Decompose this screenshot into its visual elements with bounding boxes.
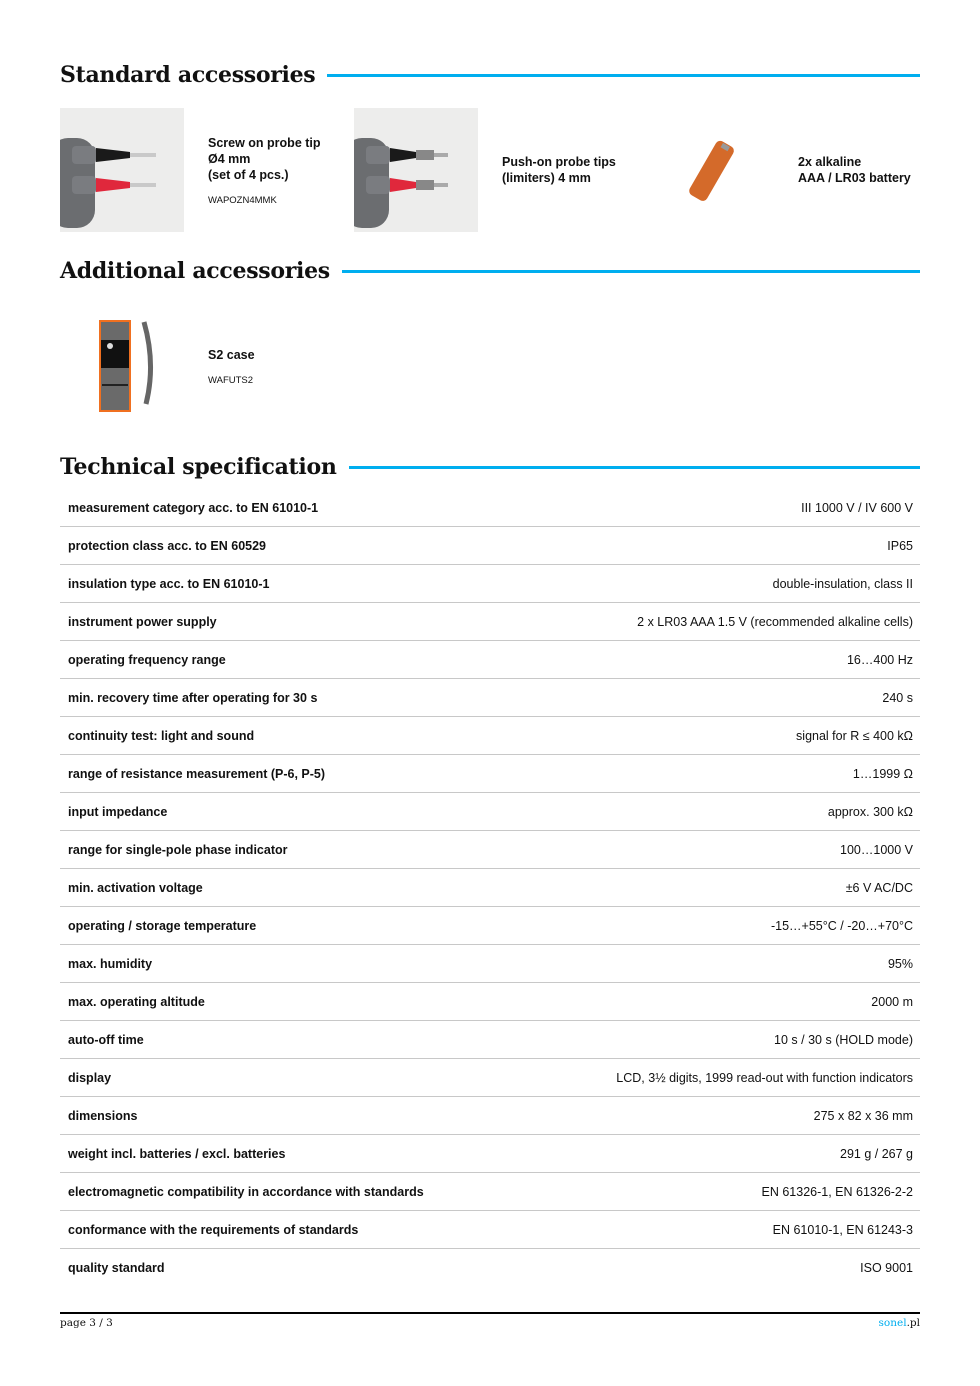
spec-value: EN 61326-1, EN 61326-2-2	[761, 1184, 913, 1199]
divider	[327, 74, 920, 77]
spec-value: 2 x LR03 AAA 1.5 V (recommended alkaline cells)	[637, 614, 913, 629]
spec-label: max. humidity	[68, 956, 153, 971]
spec-label: range for single-pole phase indicator	[68, 842, 288, 857]
page-number: page 3 / 3	[60, 1317, 113, 1329]
spec-row	[60, 717, 920, 755]
spec-row	[60, 527, 920, 565]
accessory-name: S2 case	[208, 347, 255, 362]
spec-label: range of resistance measurement (P-6, P-5)	[68, 766, 326, 781]
spec-label: protection class acc. to EN 60529	[68, 538, 267, 553]
page-footer	[60, 1312, 920, 1329]
spec-row	[60, 945, 920, 983]
standard-accessories-header	[60, 60, 920, 90]
brand-link[interactable]	[879, 1317, 920, 1329]
spec-value: 1…1999 Ω	[852, 766, 913, 781]
spec-value: III 1000 V / IV 600 V	[801, 500, 913, 515]
additional-accessories-header	[60, 256, 920, 286]
spec-value: IP65	[887, 538, 913, 553]
spec-label: dimensions	[68, 1108, 138, 1123]
spec-value: 95%	[887, 956, 913, 971]
accessory-code: WAFUTS2	[208, 374, 254, 386]
spec-label: max. operating altitude	[68, 994, 205, 1009]
spec-row	[60, 831, 920, 869]
accessory-name: 2x alkaline AAA / LR03 battery	[798, 155, 911, 185]
divider	[342, 270, 920, 273]
spec-label: quality standard	[68, 1260, 165, 1275]
spec-row	[60, 907, 920, 945]
spec-row	[60, 603, 920, 641]
spec-row	[60, 1173, 920, 1211]
spec-row	[60, 679, 920, 717]
spec-row	[60, 1135, 920, 1173]
spec-value: ISO 9001	[860, 1260, 913, 1275]
spec-row	[60, 565, 920, 603]
spec-row	[60, 1249, 920, 1286]
section-title: Additional accessories	[60, 258, 330, 284]
spec-value: 10 s / 30 s (HOLD mode)	[774, 1032, 913, 1047]
probe-tip-image	[60, 108, 184, 232]
case-image	[60, 304, 184, 428]
spec-label: weight incl. batteries / excl. batteries	[68, 1146, 286, 1161]
divider	[349, 466, 920, 469]
spec-value: 275 x 82 x 36 mm	[813, 1108, 913, 1123]
spec-label: min. recovery time after operating for 30 s	[68, 690, 318, 705]
spec-row	[60, 793, 920, 831]
spec-value: signal for R ≤ 400 kΩ	[796, 728, 913, 743]
accessory-name: Push-on probe tips (limiters) 4 mm	[502, 155, 616, 185]
brand-tld: .pl	[906, 1317, 920, 1329]
spec-label: continuity test: light and sound	[68, 728, 255, 743]
spec-label: measurement category acc. to EN 61010-1	[68, 500, 319, 515]
spec-label: min. activation voltage	[68, 880, 203, 895]
spec-value: EN 61010-1, EN 61243-3	[772, 1222, 913, 1237]
spec-row	[60, 489, 920, 527]
accessory-item	[650, 108, 911, 232]
spec-table	[60, 489, 920, 1286]
spec-value: 2000 m	[871, 994, 913, 1009]
spec-value: -15…+55°C / -20…+70°C	[770, 918, 913, 933]
spec-row	[60, 1021, 920, 1059]
spec-row	[60, 983, 920, 1021]
spec-value: 240 s	[882, 690, 913, 705]
spec-value: approx. 300 kΩ	[827, 804, 913, 819]
spec-row	[60, 869, 920, 907]
spec-label: input impedance	[68, 804, 168, 819]
section-title: Standard accessories	[60, 62, 316, 88]
spec-label: instrument power supply	[68, 614, 217, 629]
accessory-item	[60, 108, 321, 232]
section-title: Technical specification	[60, 454, 337, 480]
accessory-code: WAPOZN4MMK	[208, 194, 277, 206]
spec-value: 100…1000 V	[840, 842, 913, 857]
spec-label: operating frequency range	[68, 652, 226, 667]
probe-limiter-image	[354, 108, 478, 232]
spec-label: conformance with the requirements of standards	[68, 1222, 359, 1237]
spec-label: display	[68, 1070, 112, 1085]
spec-label: electromagnetic compatibility in accordance with standards	[68, 1184, 424, 1199]
spec-label: insulation type acc. to EN 61010-1	[68, 576, 270, 591]
spec-row	[60, 1097, 920, 1135]
spec-row	[60, 1211, 920, 1249]
spec-value: LCD, 3½ digits, 1999 read-out with function indicators	[616, 1070, 913, 1085]
brand-name: sonel	[878, 1317, 907, 1329]
accessory-item	[354, 108, 616, 232]
spec-value: 291 g / 267 g	[840, 1146, 913, 1161]
battery-image	[650, 108, 774, 232]
technical-specification-header	[60, 452, 920, 482]
spec-value: 16…400 Hz	[846, 652, 913, 667]
spec-label: auto-off time	[68, 1032, 144, 1047]
spec-label: operating / storage temperature	[68, 918, 257, 933]
spec-value: double-insulation, class II	[772, 576, 913, 591]
accessory-item	[60, 304, 255, 428]
spec-value: ±6 V AC/DC	[845, 880, 913, 895]
spec-row	[60, 1059, 920, 1097]
spec-row	[60, 641, 920, 679]
accessory-name: Screw on probe tip Ø4 mm (set of 4 pcs.)	[208, 135, 321, 182]
spec-row	[60, 755, 920, 793]
